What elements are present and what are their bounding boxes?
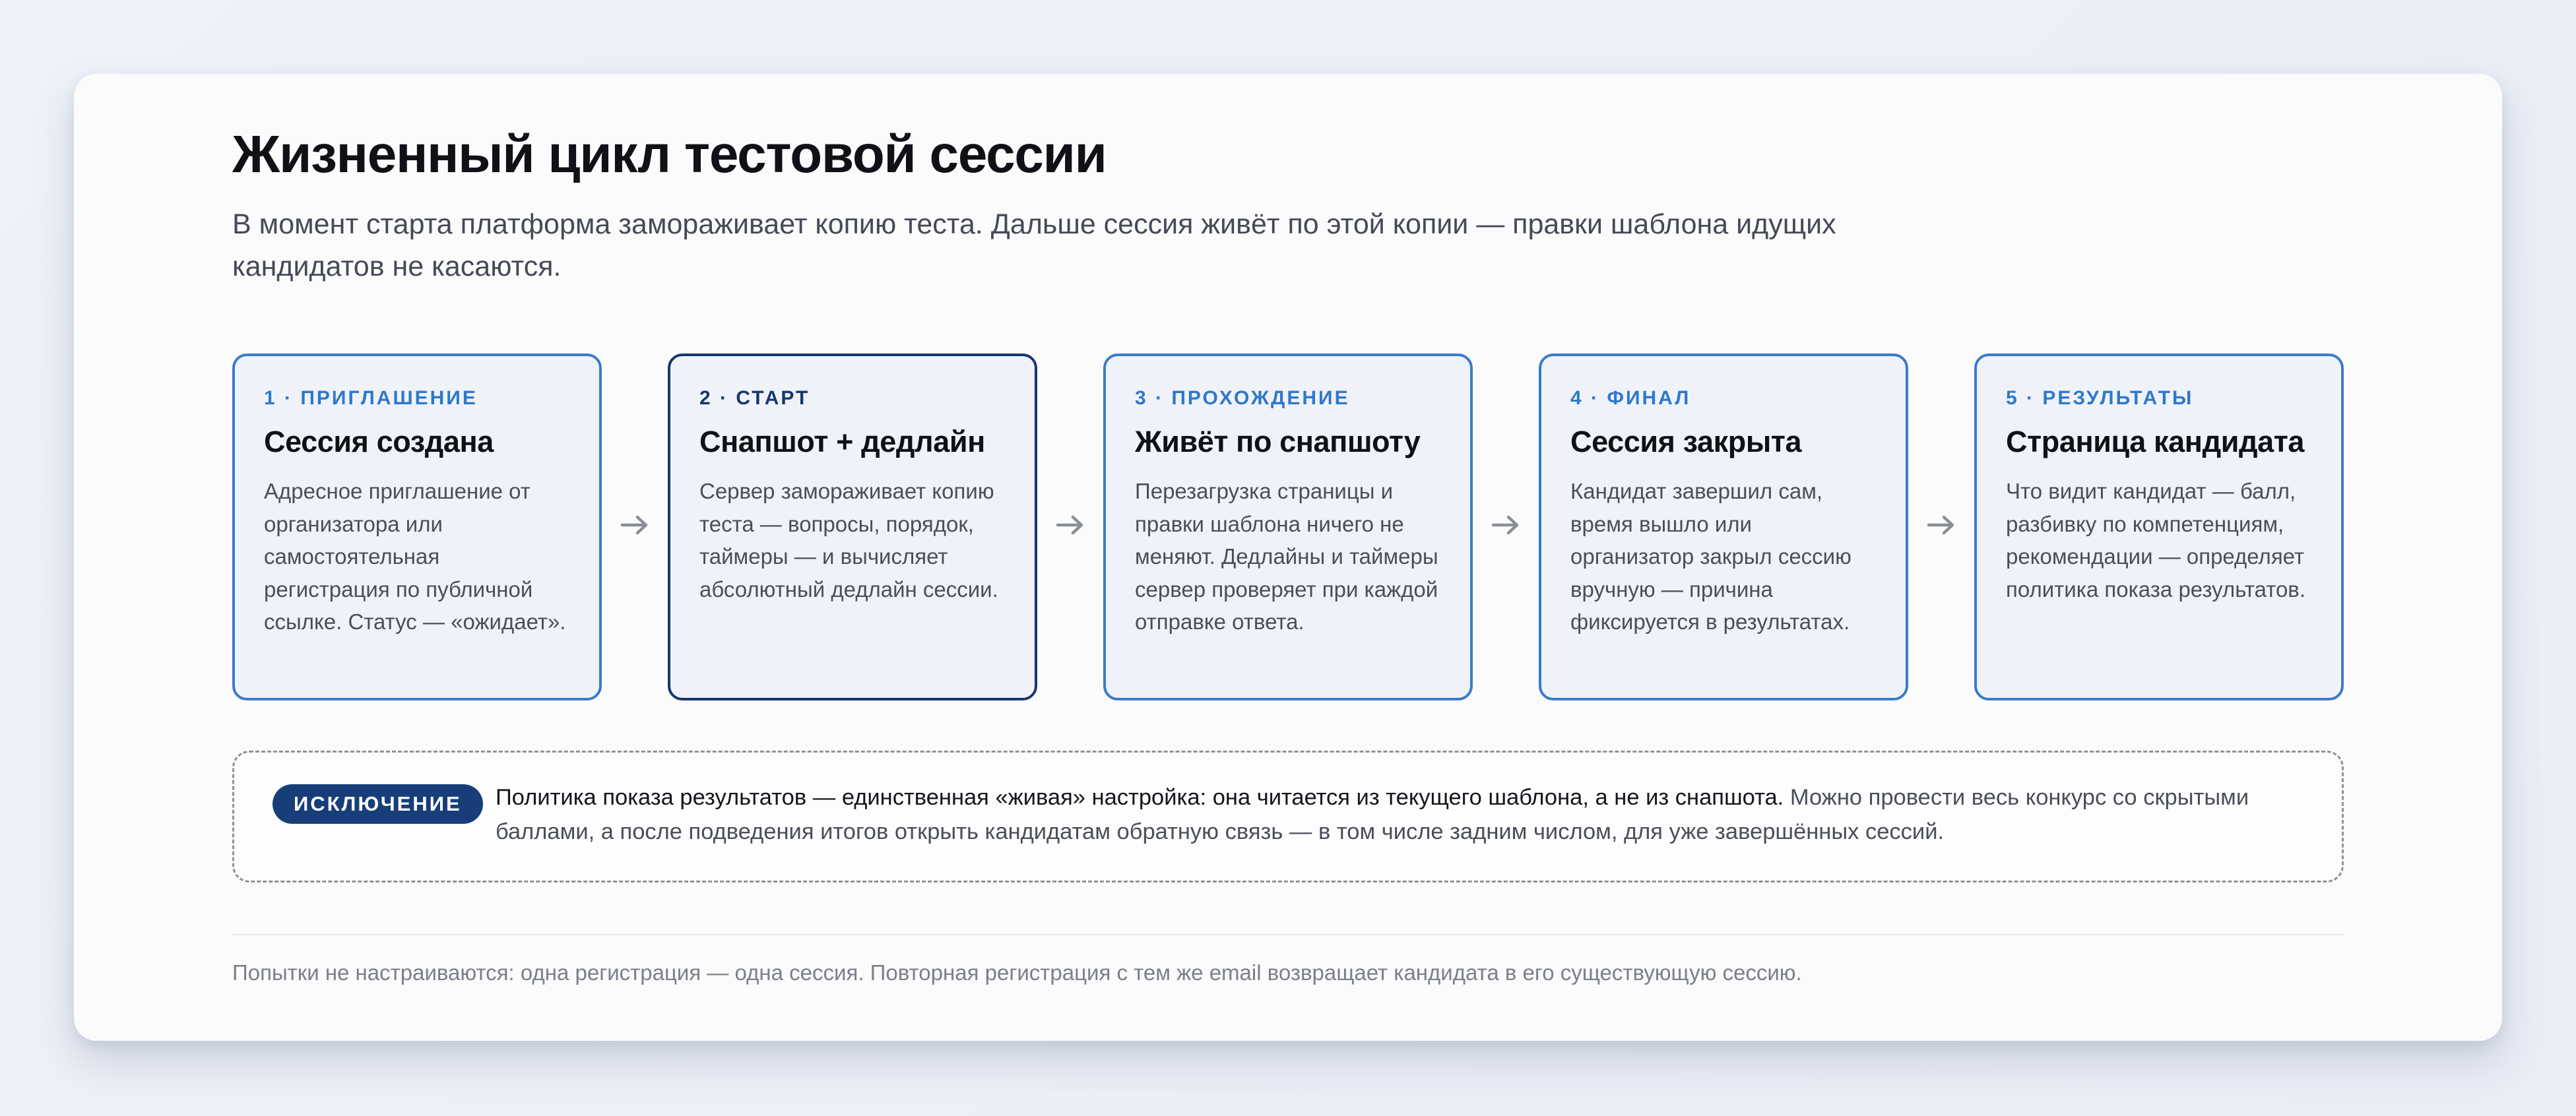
arrow-right-icon <box>1908 505 1974 545</box>
step-description: Что видит кандидат — балл, разбивку по компетенциям, рекомендации — определяет политика показа результатов. <box>2006 479 2305 602</box>
step-title: Сессия закрыта <box>1570 425 1802 458</box>
step-title: Страница кандидата <box>2006 425 2305 458</box>
step-tag: 3 · ПРОХОЖДЕНИЕ <box>1135 387 1350 409</box>
exception-text <box>496 780 2330 849</box>
step-description: Адресное приглашение от организатора или самостоятельная регистрация по публичной ссылке. Статус — «ожидает». <box>264 479 566 634</box>
exception-badge: ИСКЛЮЧЕНИЕ <box>273 784 483 824</box>
step-results <box>1974 354 2344 700</box>
step-progress <box>1103 354 1473 700</box>
step-start <box>668 354 1037 700</box>
footnote: Попытки не настраиваются: одна регистрация — одна сессия. Повторная регистрация с тем же email возвращает кандидата в его существующую сессию. <box>232 960 1802 985</box>
arrow-right-icon <box>1037 505 1103 545</box>
step-tag: 2 · СТАРТ <box>699 387 810 409</box>
step-description: Перезагрузка страницы и правки шаблона ничего не меняют. Дедлайны и таймеры сервер проверяет при каждой отправке ответа. <box>1135 479 1438 634</box>
step-final <box>1539 354 1908 700</box>
divider <box>232 934 2344 935</box>
step-title: Живёт по снапшоту <box>1135 425 1421 458</box>
arrow-right-icon <box>1473 505 1539 545</box>
step-description: Кандидат завершил сам, время вышло или организатор закрыл сессию вручную — причина фиксируется в результатах. <box>1570 479 1852 634</box>
exception-strong-text: Политика показа результатов — единственная «живая» настройка: она читается из текущего шаблона, а не из снапшота. <box>496 785 1784 810</box>
lifecycle-steps <box>232 354 2344 700</box>
step-tag: 4 · ФИНАЛ <box>1570 387 1691 409</box>
exception-detail-text: Можно провести весь конкурс со скрытыми баллами, а после подведения итогов открыть кандидатам обратную связь — в том числе задним числом, для уже завершённых сессий. <box>496 785 2249 844</box>
exception-callout <box>232 751 2344 883</box>
lifecycle-card <box>74 74 2502 1041</box>
step-description: Сервер замораживает копию теста — вопросы, порядок, таймеры — и вычисляет абсолютный дедлайн сессии. <box>699 479 998 602</box>
arrow-right-icon <box>602 505 668 545</box>
step-title: Сессия создана <box>264 425 494 458</box>
page-title: Жизненный цикл тестовой сессии <box>232 125 1107 183</box>
step-title: Снапшот + дедлайн <box>699 425 985 458</box>
step-tag: 5 · РЕЗУЛЬТАТЫ <box>2006 387 2194 409</box>
step-invitation <box>232 354 602 700</box>
step-tag: 1 · ПРИГЛАШЕНИЕ <box>264 387 478 409</box>
page-subtitle: В момент старта платформа замораживает копию теста. Дальше сессия живёт по этой копии — правки шаблона идущих кандидатов не касаются. <box>232 208 1836 282</box>
